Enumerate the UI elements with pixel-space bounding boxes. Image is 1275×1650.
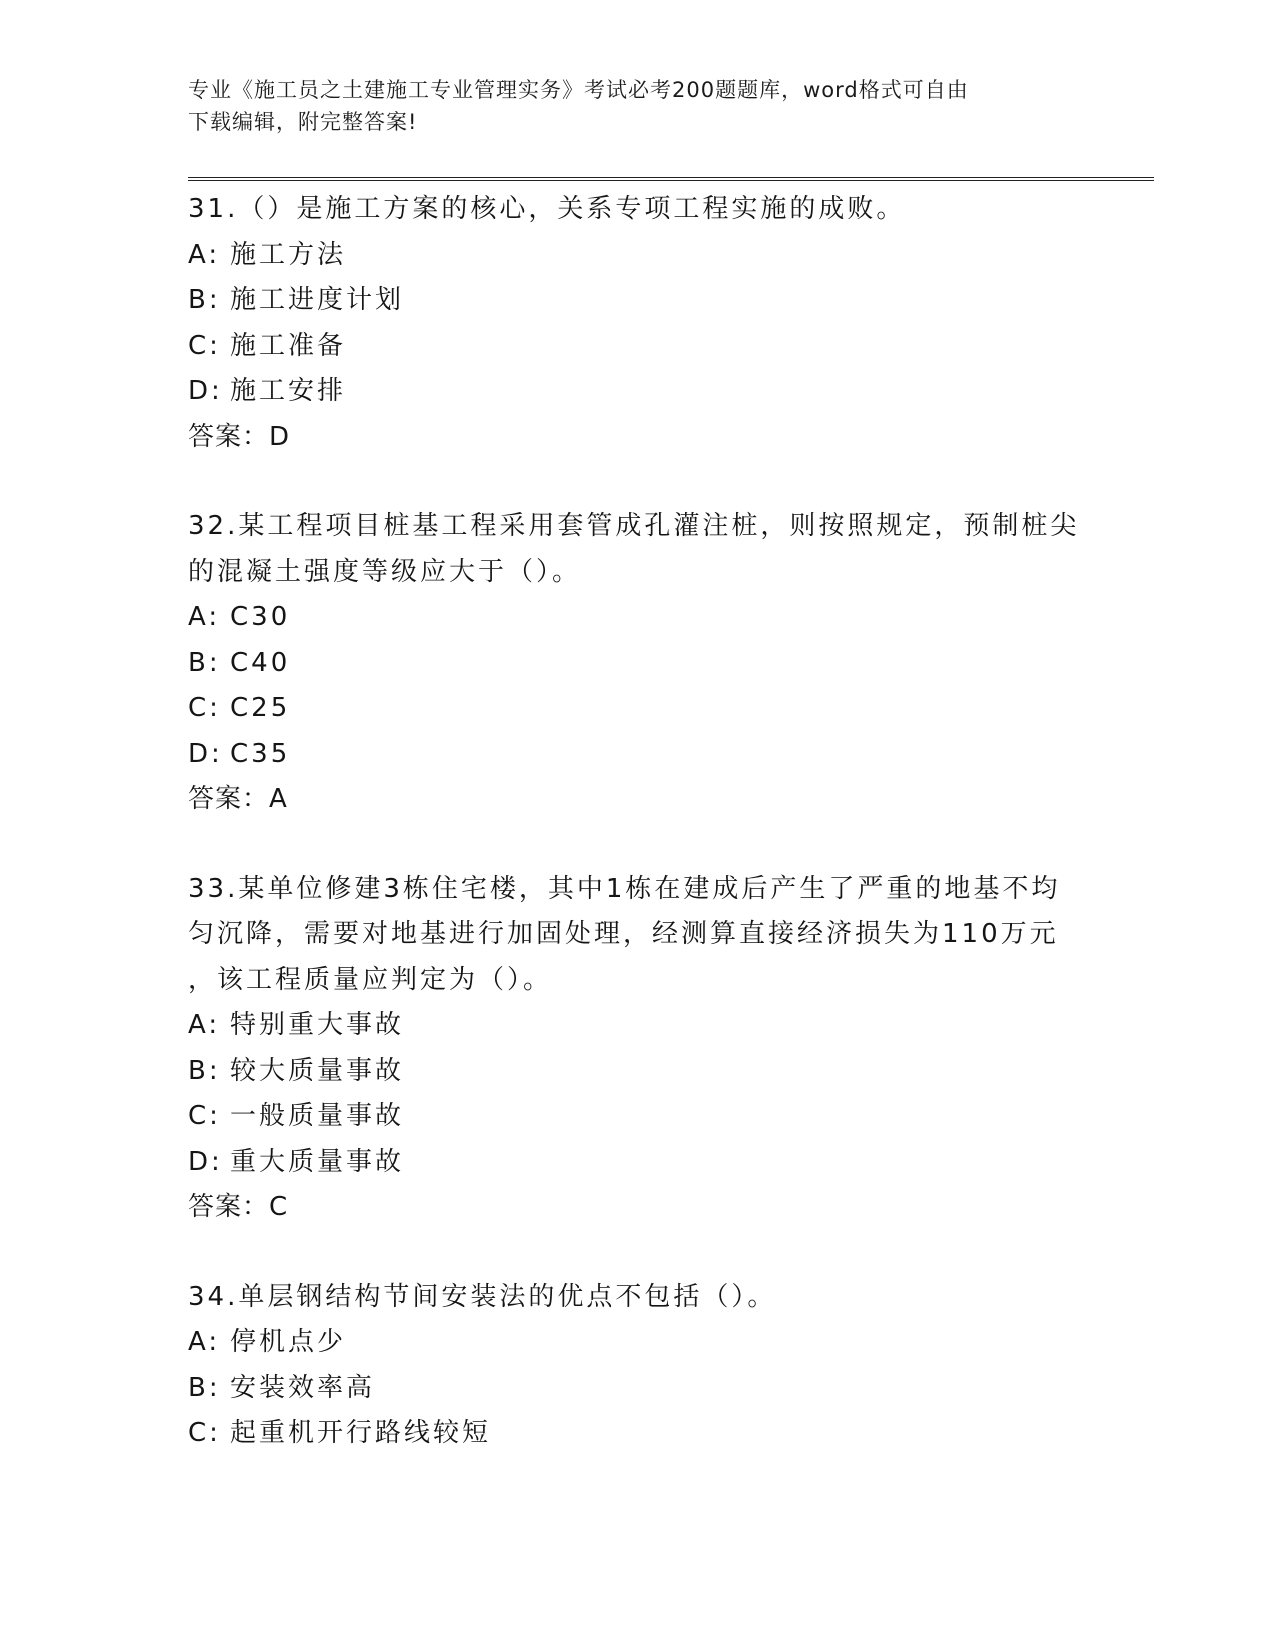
- option-letter: A:: [188, 1010, 221, 1040]
- option-text: C35: [230, 738, 291, 769]
- option-letter: B:: [188, 285, 221, 315]
- option-text: 停机点少: [230, 1327, 347, 1357]
- option-text: 施工进度计划: [230, 285, 405, 315]
- document-header: [188, 74, 1068, 138]
- option-text: 施工安排: [230, 376, 347, 406]
- option-d: [188, 732, 1088, 778]
- option-letter: C:: [188, 330, 221, 361]
- option-c: [188, 324, 1088, 370]
- option-c: [188, 1411, 1088, 1457]
- question-list: [188, 187, 1088, 1501]
- option-c: [188, 686, 1088, 732]
- question-31: [188, 187, 1088, 460]
- option-letter: A:: [188, 1327, 221, 1357]
- option-letter: C:: [188, 1418, 221, 1448]
- option-text: C40: [230, 647, 291, 678]
- question-text-line: 34.单层钢结构节间安装法的优点不包括（）。: [188, 1281, 777, 1312]
- option-letter: A:: [188, 239, 221, 270]
- header-line-1: 专业《施工员之土建施工专业管理实务》考试必考200题题库，word格式可自由: [188, 78, 969, 102]
- question-text-line: 32.某工程项目桩基工程采用套管成孔灌注桩，则按照规定，预制桩尖: [188, 511, 1080, 541]
- option-c: [188, 1094, 1088, 1140]
- option-letter: D:: [188, 738, 223, 769]
- question-text-line: 匀沉降，需要对地基进行加固处理，经测算直接经济损失为110万元: [188, 919, 1059, 949]
- option-letter: D:: [188, 1146, 223, 1177]
- header-line-2: 下载编辑，附完整答案!: [188, 110, 418, 134]
- option-text: 起重机开行路线较短: [230, 1418, 492, 1448]
- option-letter: B:: [188, 1055, 221, 1086]
- question-text-line: 31.（）是施工方案的核心，关系专项工程实施的成败。: [188, 194, 906, 224]
- option-letter: C:: [188, 1101, 221, 1131]
- option-text: C25: [230, 693, 291, 723]
- answer-line: 答案：A: [188, 784, 288, 814]
- question-text-line: 的混凝土强度等级应大于（）。: [188, 556, 582, 587]
- option-text: 施工方法: [230, 239, 347, 270]
- option-text: 较大质量事故: [230, 1055, 405, 1086]
- option-text: C30: [230, 602, 291, 632]
- option-b: [188, 278, 1088, 324]
- answer-line: 答案：D: [188, 421, 291, 452]
- option-text: 安装效率高: [230, 1372, 376, 1403]
- question-34: [188, 1275, 1088, 1457]
- question-32: [188, 504, 1088, 823]
- option-a: [188, 1320, 1088, 1366]
- option-text: 施工准备: [230, 330, 347, 361]
- option-d: [188, 1140, 1088, 1186]
- option-text: 一般质量事故: [230, 1101, 405, 1131]
- option-letter: D:: [188, 376, 223, 406]
- option-a: [188, 233, 1088, 279]
- option-b: [188, 641, 1088, 687]
- option-text: 特别重大事故: [230, 1010, 405, 1040]
- option-letter: B:: [188, 1372, 221, 1403]
- option-a: [188, 595, 1088, 641]
- option-d: [188, 369, 1088, 415]
- option-letter: C:: [188, 693, 221, 723]
- option-b: [188, 1366, 1088, 1412]
- header-divider: [188, 177, 1154, 181]
- option-letter: A:: [188, 602, 221, 632]
- question-33: [188, 867, 1088, 1231]
- option-a: [188, 1003, 1088, 1049]
- option-b: [188, 1049, 1088, 1095]
- answer-line: 答案：C: [188, 1192, 289, 1222]
- question-text-line: ，该工程质量应判定为（）。: [188, 964, 553, 995]
- question-text-line: 33.某单位修建3栋住宅楼，其中1栋在建成后产生了严重的地基不均: [188, 873, 1061, 904]
- option-text: 重大质量事故: [230, 1146, 405, 1177]
- option-letter: B:: [188, 647, 221, 678]
